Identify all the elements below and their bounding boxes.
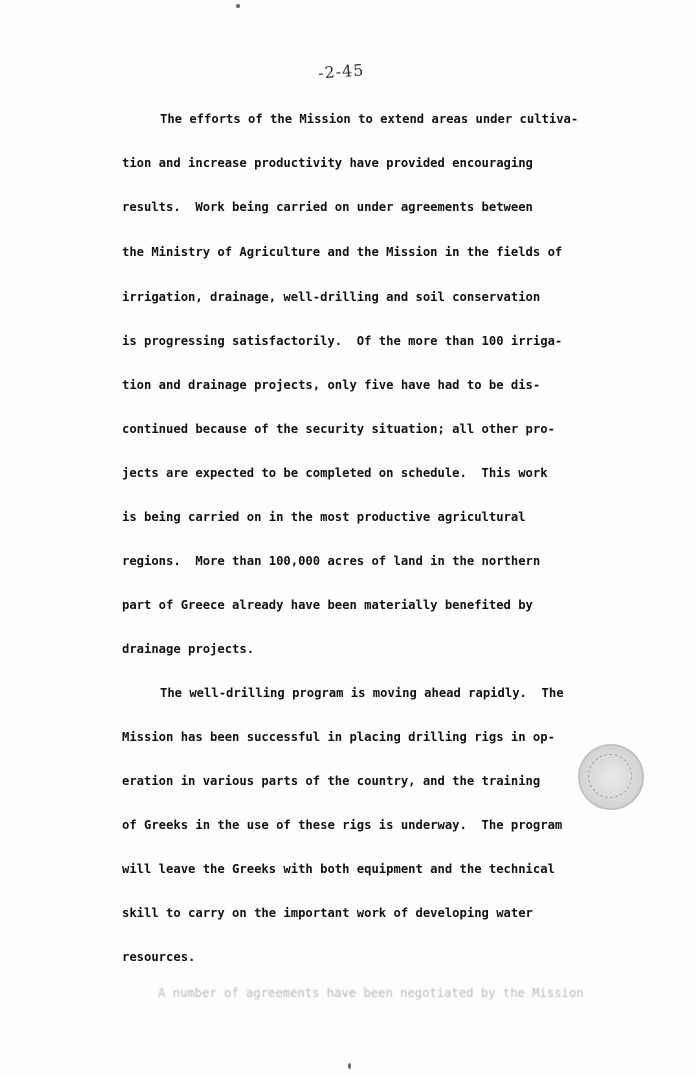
paragraph-line: tion and increase productivity have provided encouraging: [122, 156, 533, 170]
paragraph-line: tion and drainage projects, only five have had to be dis-: [122, 378, 541, 392]
library-stamp-seal: [578, 744, 644, 810]
paragraph-line: continued because of the security situation; all other pro-: [122, 422, 555, 436]
paragraph-line: is progressing satisfactorily. Of the more than 100 irriga-: [122, 334, 563, 348]
paper-speck: [348, 1063, 351, 1069]
paragraph-line: will leave the Greeks with both equipment and the technical: [122, 862, 555, 876]
paragraph-line: The efforts of the Mission to extend areas under cultiva-: [160, 112, 579, 126]
paragraph-line: Mission has been successful in placing drilling rigs in op-: [122, 730, 555, 744]
paragraph-line: skill to carry on the important work of developing water: [122, 906, 533, 920]
paragraph-line: drainage projects.: [122, 642, 255, 656]
paper-speck: [236, 4, 240, 8]
paragraph-line: the Ministry of Agriculture and the Mission in the fields of: [122, 245, 563, 259]
paragraph-line: regions. More than 100,000 acres of land in the northern: [122, 554, 541, 568]
bleed-through-text: A number of agreements have been negotiated by the Mission: [158, 986, 584, 1000]
paragraph-line: irrigation, drainage, well-drilling and soil conservation: [122, 290, 541, 304]
paragraph-line: results. Work being carried on under agreements between: [122, 200, 533, 214]
paragraph-line: The well-drilling program is moving ahead rapidly. The: [160, 686, 564, 700]
page-number: -2-45: [317, 60, 365, 83]
paragraph-line: part of Greece already have been materially benefited by: [122, 598, 533, 612]
paragraph-line: eration in various parts of the country, and the training: [122, 774, 541, 788]
paragraph-line: jects are expected to be completed on schedule. This work: [122, 466, 548, 480]
paragraph-line: of Greeks in the use of these rigs is underway. The program: [122, 818, 563, 832]
paragraph-line: resources.: [122, 950, 196, 964]
paragraph-line: is being carried on in the most productive agricultural: [122, 510, 526, 524]
